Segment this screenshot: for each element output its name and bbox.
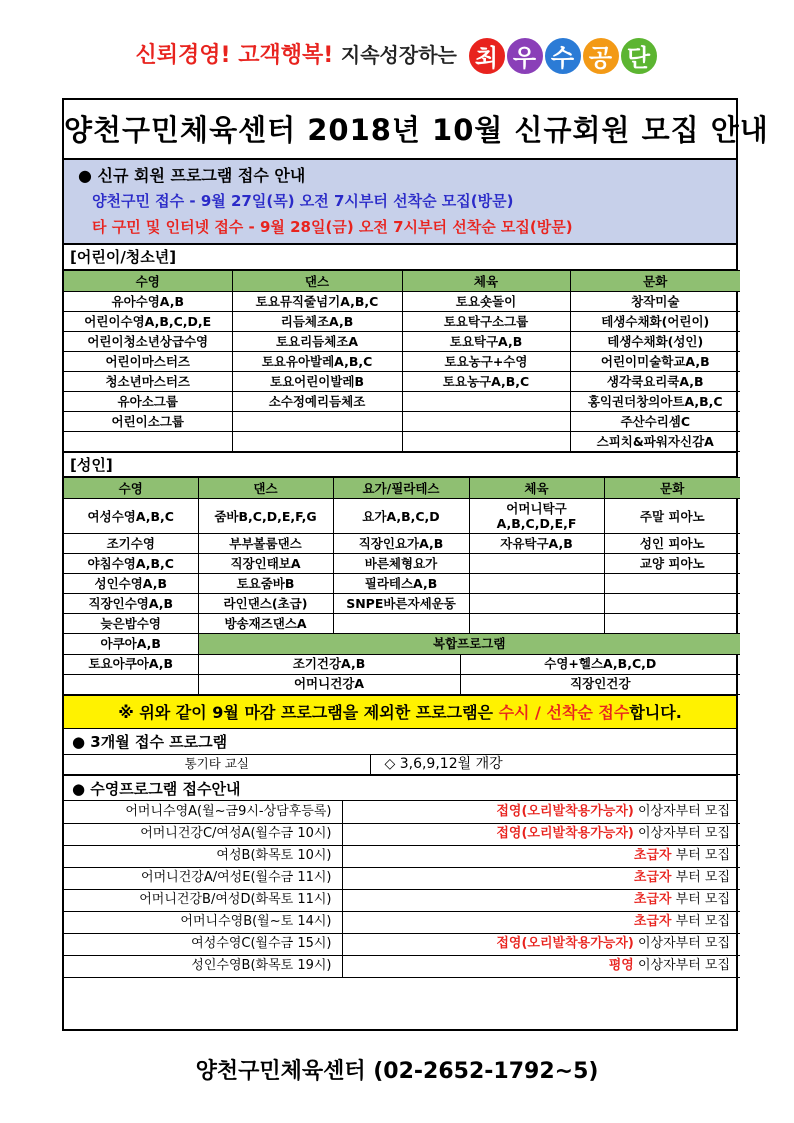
table-row [64,594,740,614]
program-cell: 야침수영A,B,C [64,554,198,574]
logo-badges [469,36,659,76]
program-cell: 어린이마스터즈 [64,352,232,372]
program-cell: 토요농구A,B,C [402,372,570,392]
program-cell: 성인 피아노 [604,534,740,554]
warning-suffix: 합니다. [629,702,682,722]
program-cell: 유아수영A,B [64,292,232,312]
table-row [64,574,740,594]
combo-cell: 조기건강A,B [198,654,460,674]
program-cell [469,594,604,614]
logo-badge: 단 [619,36,659,76]
program-cell: 토요숏돌이 [402,292,570,312]
swim-recruit-text: 부터 모집 [671,892,730,907]
program-cell: 유아소그룹 [64,392,232,412]
swim-recruit-text: 이상자부터 모집 [633,803,730,819]
three-month-heading: ● 3개월 접수 프로그램 [64,729,736,755]
open-registration-warning [64,695,736,729]
swim-level: 접영(오리발착용가능자) [496,936,634,951]
swim-requirement [342,889,740,911]
table-row [64,889,740,911]
program-cell [469,574,604,594]
table-row [64,867,740,889]
youth-section-label: [어린이/청소년] [64,245,736,270]
notice-line-residents: 양천구민 접수 - 9월 27일(목) 오전 7시부터 선착순 모집(방문) [92,192,514,210]
youth-table [64,270,740,452]
program-cell [604,574,740,594]
swim-program: 여성수영C(월수금 15시) [64,933,342,955]
swim-table [64,801,740,978]
table-row [64,614,740,634]
program-cell [402,412,570,432]
program-cell: 청소년마스터즈 [64,372,232,392]
swim-level: 접영(오리발착용가능자) [496,826,634,841]
registration-notice [64,160,736,245]
swim-level: 접영(오리발착용가능자) [496,803,634,819]
table-row [64,332,740,352]
swim-requirement [342,955,740,977]
program-cell: 교양 피아노 [604,554,740,574]
adult-header: 수영 [64,478,198,499]
program-cell [469,554,604,574]
notice-frame [62,98,769,1031]
program-cell [232,432,402,452]
swim-level: 초급자 [633,870,672,885]
table-row [64,499,740,534]
swim-requirement [342,801,740,823]
adult-table [64,477,740,634]
program-cell [402,392,570,412]
table-row [64,412,740,432]
youth-header: 수영 [64,271,232,292]
aqua-sat-cell: 토요아쿠아A,B [64,654,198,674]
table-row [64,933,740,955]
program-cell: 생각쿡요리쿡A,B [570,372,740,392]
swim-program: 여성B(화목토 10시) [64,845,342,867]
table-row [64,845,740,867]
program-cell: 토요탁구소그룹 [402,312,570,332]
table-row [64,372,740,392]
program-cell: 방송재즈댄스A [198,614,333,634]
table-row [64,432,740,452]
program-cell: 줌바B,C,D,E,F,G [198,499,333,534]
program-cell: 직장인태보A [198,554,333,574]
combo-cell: 수영+헬스A,B,C,D [460,654,740,674]
three-month-schedule: ◇ 3,6,9,12월 개강 [370,755,740,775]
program-cell: 직장인수영A,B [64,594,198,614]
swim-level: 초급자 [633,914,672,929]
program-cell: 창작미술 [570,292,740,312]
swim-heading: ● 수영프로그램 접수안내 [64,775,736,801]
program-cell: 홍익권더창의아트A,B,C [570,392,740,412]
notice-heading: ● 신규 회원 프로그램 접수 안내 [78,166,306,185]
swim-recruit-text: 부터 모집 [671,870,730,885]
program-cell: 테생수채화(어린이) [570,312,740,332]
three-month-program: 통기타 교실 [64,755,370,775]
notice-line-others: 타 구민 및 인터넷 접수 - 9월 28일(금) 오전 7시부터 선착순 모집(방문) [92,218,573,236]
table-row [64,823,740,845]
combo-cell: 직장인건강 [460,674,740,694]
swim-requirement [342,823,740,845]
program-cell: 성인수영A,B [64,574,198,594]
program-cell: 소수정예리듬체조 [232,392,402,412]
youth-header: 체육 [402,271,570,292]
program-cell: 어린이청소년상급수영 [64,332,232,352]
program-cell: 토요유아발레A,B,C [232,352,402,372]
program-cell: 자유탁구A,B [469,534,604,554]
swim-requirement [342,911,740,933]
program-cell: 토요어린이발레B [232,372,402,392]
program-cell [402,432,570,452]
program-cell: 어린이소그룹 [64,412,232,432]
table-row [64,352,740,372]
program-cell: 테생수채화(성인) [570,332,740,352]
slogan [0,36,794,76]
logo-badge: 수 [543,36,583,76]
program-cell [64,432,232,452]
swim-program: 어머니건강C/여성A(월수금 10시) [64,823,342,845]
program-cell: 주말 피아노 [604,499,740,534]
table-row [64,955,740,977]
program-cell: 토요탁구A,B [402,332,570,352]
three-month-table [64,755,740,776]
adult-header: 문화 [604,478,740,499]
swim-level: 초급자 [633,892,672,907]
program-cell [333,614,469,634]
program-cell: 직장인요가A,B [333,534,469,554]
swim-recruit-text: 이상자부터 모집 [633,936,730,951]
logo-badge: 공 [581,36,621,76]
program-cell: 어머니탁구 A,B,C,D,E,F [469,499,604,534]
program-cell: 필라테스A,B [333,574,469,594]
swim-requirement [342,933,740,955]
swim-recruit-text: 부터 모집 [671,914,730,929]
swim-requirement [342,867,740,889]
aqua-cell: 아쿠아A,B [64,634,198,654]
slogan-part1: 신뢰경영! [135,43,231,68]
swim-program: 어머니수영B(월~토 14시) [64,911,342,933]
table-row [64,392,740,412]
program-cell: 바른체형요가 [333,554,469,574]
program-cell: 늦은밤수영 [64,614,198,634]
program-cell: 조기수영 [64,534,198,554]
swim-requirement [342,845,740,867]
table-row [64,801,740,823]
table-row [64,292,740,312]
program-cell [604,594,740,614]
swim-program: 어머니건강B/여성D(화목토 11시) [64,889,342,911]
table-row [64,312,740,332]
program-cell: 어린이수영A,B,C,D,E [64,312,232,332]
program-cell: 리듬체조A,B [232,312,402,332]
combo-table [64,634,740,695]
program-cell [469,614,604,634]
adult-header: 체육 [469,478,604,499]
program-cell: 요가A,B,C,D [333,499,469,534]
program-cell: 스피치&파워자신감A [570,432,740,452]
program-cell: 토요줌바B [198,574,333,594]
table-row [64,554,740,574]
swim-recruit-text: 이상자부터 모집 [633,958,730,973]
slogan-part3: 지속성장하는 [340,43,457,67]
program-cell: 어린이미술학교A,B [570,352,740,372]
program-cell: 토요농구+수영 [402,352,570,372]
adult-section-label: [성인] [64,452,736,477]
page-title: 양천구민체육센터 2018년 10월 신규회원 모집 안내 [64,100,736,160]
adult-header: 댄스 [198,478,333,499]
youth-header: 댄스 [232,271,402,292]
program-cell: 토요리듬체조A [232,332,402,352]
program-cell: SNPE바른자세운동 [333,594,469,614]
program-cell [232,412,402,432]
empty-cell [64,674,198,694]
footer-contact: 양천구민체육센터 (02-2652-1792~5) [195,1059,599,1084]
program-cell: 부부볼룸댄스 [198,534,333,554]
youth-header: 문화 [570,271,740,292]
swim-program: 어머니수영A(월~금9시-상담후등록) [64,801,342,823]
swim-program: 어머니건강A/여성E(월수금 11시) [64,867,342,889]
logo-badge: 최 [467,36,507,76]
program-cell: 주산수리셈C [570,412,740,432]
program-cell: 라인댄스(초급) [198,594,333,614]
warning-prefix: ※ 위와 같이 9월 마감 프로그램을 제외한 프로그램은 [118,702,499,722]
table-row [64,911,740,933]
swim-recruit-text: 부터 모집 [671,848,730,863]
swim-level: 평영 [608,958,634,973]
swim-level: 초급자 [633,848,672,863]
program-cell: 토요뮤직줄넘기A,B,C [232,292,402,312]
program-cell: 여성수영A,B,C [64,499,198,534]
adult-header: 요가/필라테스 [333,478,469,499]
combo-cell: 어머니건강A [198,674,460,694]
logo-badge: 우 [505,36,545,76]
program-cell [604,614,740,634]
combo-header: 복합프로그램 [198,634,740,654]
swim-recruit-text: 이상자부터 모집 [633,826,730,841]
swim-program: 성인수영B(화목토 19시) [64,955,342,977]
table-row [64,534,740,554]
slogan-part2: 고객행복! [238,43,334,68]
warning-highlight: 수시 / 선착순 접수 [498,702,630,722]
